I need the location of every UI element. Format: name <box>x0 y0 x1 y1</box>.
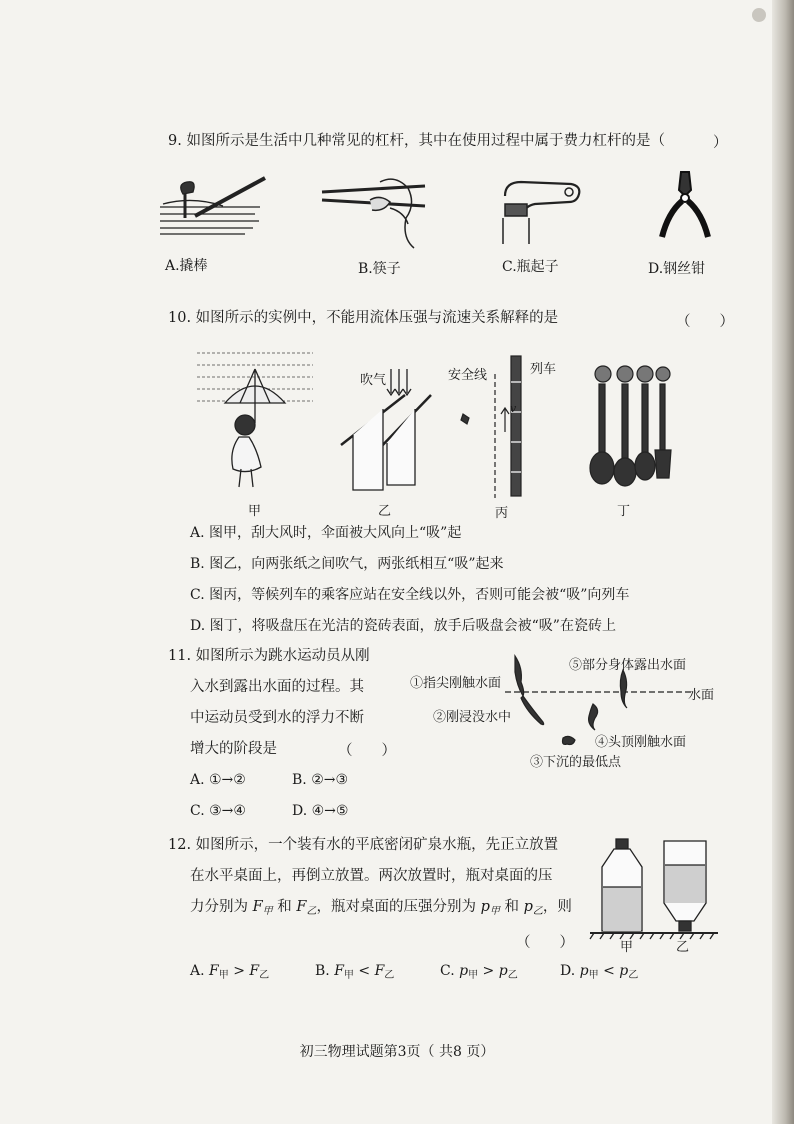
q11-label-2: ②刚浸没水中 <box>433 710 512 725</box>
q12-text-and-1: 和 <box>277 899 292 915</box>
q9-stem: 9. 如图所示是生活中几种常见的杠杆，其中在使用过程中属于费力杠杆的是（ <box>168 133 665 149</box>
q11-option-d: D. ④→⑤ <box>292 803 349 819</box>
q12-sym-p-jia: $p_甲$ <box>480 899 500 917</box>
page-edge-shadow <box>772 0 794 1124</box>
q11-option-a: A. ①→② <box>190 772 246 788</box>
q12-sym-F-yi: $F_乙$ <box>296 899 317 917</box>
q10-blow-label: 吹气 <box>360 373 387 388</box>
q10-stem: 10. 如图所示的实例中，不能用流体压强与流速关系解释的是 <box>168 310 559 326</box>
q9-option-b: B.筷子 <box>358 261 401 277</box>
q9-option-d: D.钢丝钳 <box>648 261 706 277</box>
q10-option-b: B. 图乙，向两张纸之间吹气，两张纸相互“吸”起来 <box>190 556 504 572</box>
q12-text-then: ，则 <box>542 899 572 915</box>
q12-option-b: B. $F_甲 < F_乙$ <box>315 963 395 981</box>
page-footer: 初三物理试题第3页（ 共8 页） <box>299 1044 495 1060</box>
q12-sym-p-yi: $p_乙$ <box>523 899 543 917</box>
q10-caption-yi: 乙 <box>378 504 392 519</box>
q11-line-2: 入水到露出水面的过程。其 <box>190 679 364 695</box>
q11-line-1: 11. 如图所示为跳水运动员从刚 <box>168 648 370 664</box>
q10-v-label: v <box>510 402 517 415</box>
chopsticks-figure <box>320 178 430 248</box>
q12-option-d: D. $p_甲 < p_乙$ <box>560 963 639 981</box>
q11-label-4: ④头顶刚触水面 <box>595 735 687 750</box>
bottle-figure <box>590 835 720 940</box>
q11-option-c: C. ③→④ <box>190 803 246 819</box>
suction-cups-figure <box>585 362 675 492</box>
q10-option-c: C. 图丙，等候列车的乘客应站在安全线以外，否则可能会被“吸”向列车 <box>190 587 630 603</box>
q11-water-surface-label: 水面 <box>688 688 715 703</box>
q11-label-3: ③下沉的最低点 <box>530 755 622 770</box>
punch-hole <box>752 8 766 22</box>
crowbar-figure <box>155 172 275 242</box>
q12-option-a: A. $F_甲 > F_乙$ <box>190 963 270 981</box>
q12-line-1: 12. 如图所示，一个装有水的平底密闭矿泉水瓶，先正立放置 <box>168 837 559 853</box>
q10-option-d: D. 图丁，将吸盘压在光洁的瓷砖表面，放手后吸盘会被“吸”在瓷砖上 <box>190 618 616 634</box>
q11-label-5: ⑤部分身体露出水面 <box>569 658 687 673</box>
q10-paren: （ ） <box>676 314 734 330</box>
q10-safety-line-label: 安全线 <box>448 368 488 383</box>
q12-paren: （ ） <box>516 935 574 951</box>
q12-text-pressure: ，瓶对桌面的压强分别为 <box>316 899 476 915</box>
bottle-opener-figure <box>495 178 585 248</box>
q12-sym-F-jia: $F_甲$ <box>252 899 273 917</box>
q12-caption-yi: 乙 <box>676 940 690 955</box>
q10-caption-bing: 丙 <box>495 506 509 521</box>
train-platform-figure <box>455 352 535 500</box>
q9-option-a: A.撬棒 <box>165 258 208 274</box>
q10-train-label: 列车 <box>530 362 557 377</box>
q12-text-press-force: 力分别为 <box>190 899 248 915</box>
q12-line-2: 在水平桌面上，再倒立放置。两次放置时，瓶对桌面的压 <box>190 868 553 884</box>
pliers-figure <box>655 168 715 248</box>
q10-caption-ding: 丁 <box>617 504 631 519</box>
q12-caption-jia: 甲 <box>620 940 634 955</box>
q9-option-c: C.瓶起子 <box>502 259 559 275</box>
q9-paren-close: ） <box>713 135 728 151</box>
q10-caption-jia: 甲 <box>248 504 262 519</box>
q12-option-c: C. $p_甲 > p_乙$ <box>440 963 518 981</box>
q11-line-4: 增大的阶段是 <box>190 741 277 757</box>
paper-sheets-figure <box>335 365 435 495</box>
q12-line-3 <box>190 897 572 922</box>
q12-text-and-2: 和 <box>504 899 519 915</box>
q11-label-1: ①指尖刚触水面 <box>410 676 502 691</box>
umbrella-girl-figure <box>195 345 315 495</box>
q11-line-3: 中运动员受到水的浮力不断 <box>190 710 364 726</box>
q11-paren: （ ） <box>338 743 396 759</box>
q10-option-a: A. 图甲，刮大风时，伞面被大风向上“吸”起 <box>190 525 462 541</box>
q11-option-b: B. ②→③ <box>292 772 349 788</box>
